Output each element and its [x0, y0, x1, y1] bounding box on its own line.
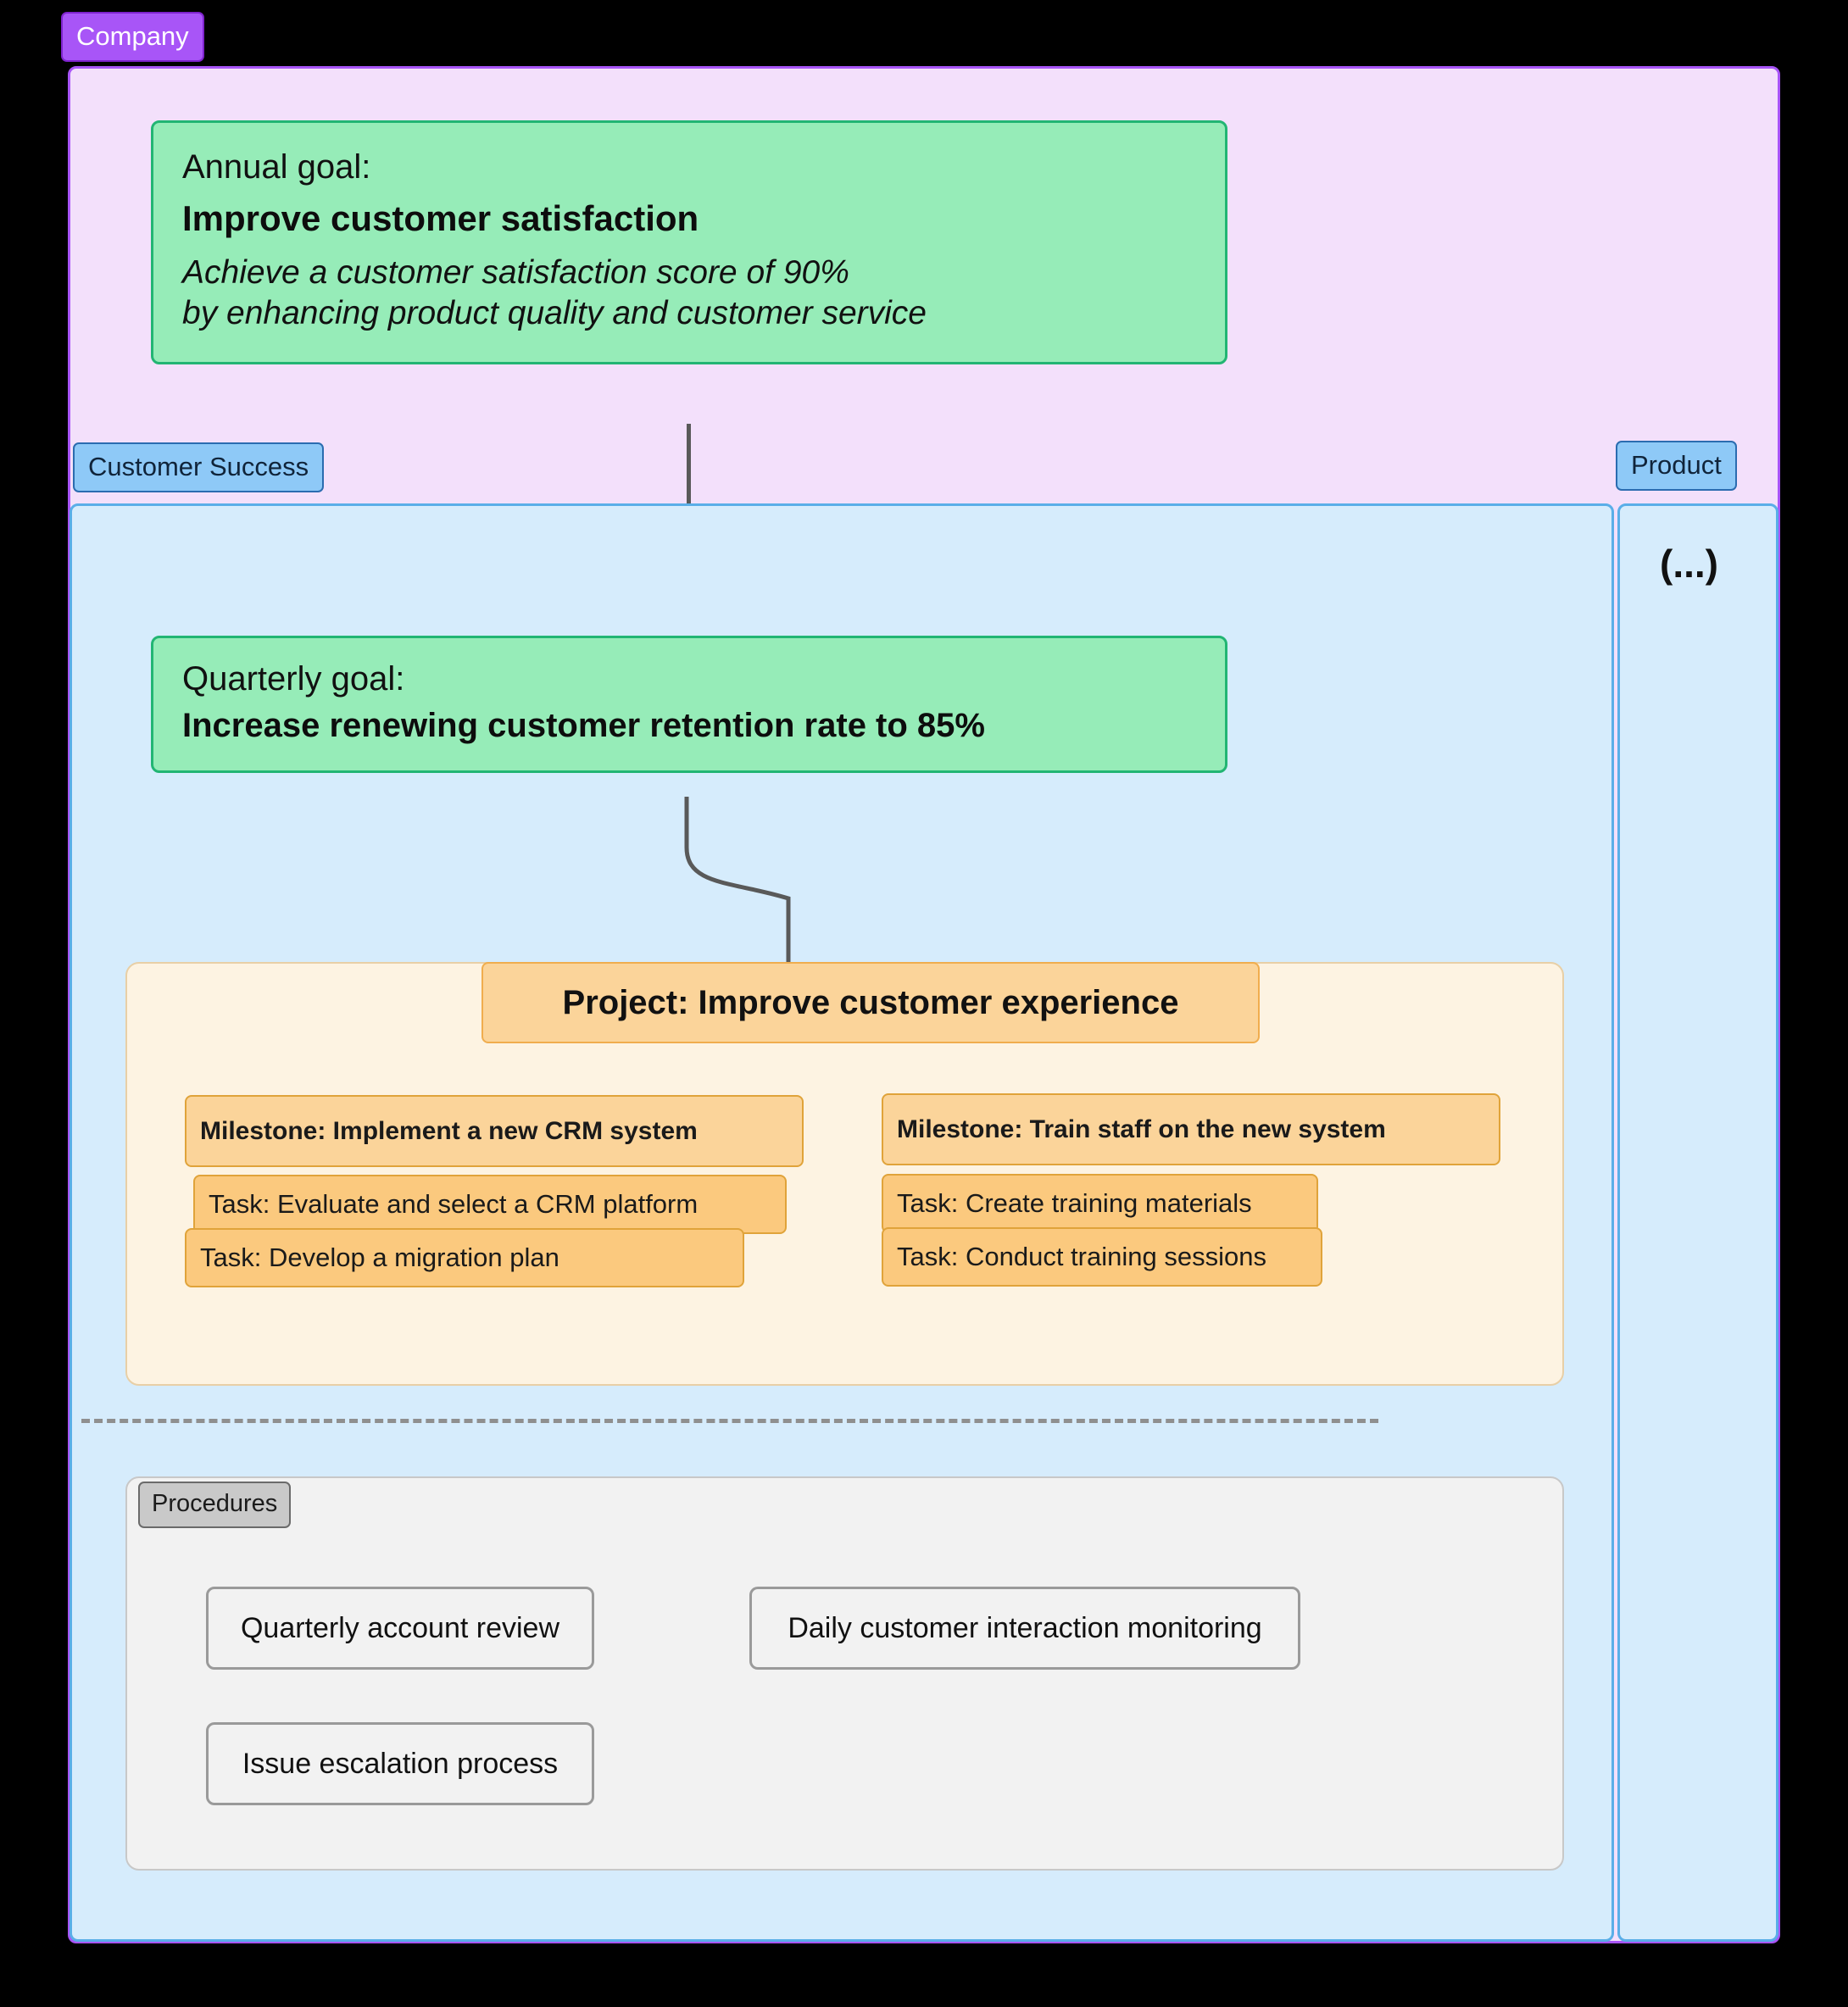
procedure-item-2[interactable]: Daily customer interaction monitoring: [749, 1587, 1300, 1670]
annual-goal-label: Annual goal:: [182, 148, 371, 186]
product-placeholder: (...): [1660, 542, 1718, 586]
customer-success-tag: Customer Success: [73, 442, 324, 492]
procedure-item-3[interactable]: Issue escalation process: [206, 1722, 594, 1805]
section-divider: [81, 1419, 1378, 1423]
quarterly-goal-title: Increase renewing customer retention rate to 85%: [182, 707, 985, 744]
annual-goal-description-line-2: by enhancing product quality and customer service: [182, 294, 927, 331]
milestone-1[interactable]: Milestone: Implement a new CRM system: [185, 1095, 804, 1167]
procedures-tag: Procedures: [138, 1482, 291, 1528]
procedure-item-1[interactable]: Quarterly account review: [206, 1587, 594, 1670]
annual-goal-description-line-1: Achieve a customer satisfaction score of 90%: [182, 254, 849, 291]
connector-quarterly-to-project: [670, 797, 890, 966]
milestone-1-task-1[interactable]: Task: Evaluate and select a CRM platform: [193, 1175, 787, 1234]
annual-goal-title: Improve customer satisfaction: [182, 198, 699, 238]
milestone-2-task-1[interactable]: Task: Create training materials: [882, 1174, 1318, 1233]
milestone-2[interactable]: Milestone: Train staff on the new system: [882, 1093, 1500, 1165]
milestone-1-task-2[interactable]: Task: Develop a migration plan: [185, 1228, 744, 1287]
milestone-2-task-2[interactable]: Task: Conduct training sessions: [882, 1227, 1322, 1287]
annual-goal-card[interactable]: [151, 120, 1227, 364]
quarterly-goal-card[interactable]: [151, 636, 1227, 773]
quarterly-goal-label: Quarterly goal:: [182, 660, 405, 698]
company-tag: Company: [61, 12, 204, 62]
product-container: [1617, 503, 1778, 1942]
procedures-container: [125, 1476, 1564, 1871]
project-header[interactable]: Project: Improve customer experience: [481, 962, 1260, 1043]
product-tag: Product: [1616, 441, 1737, 491]
